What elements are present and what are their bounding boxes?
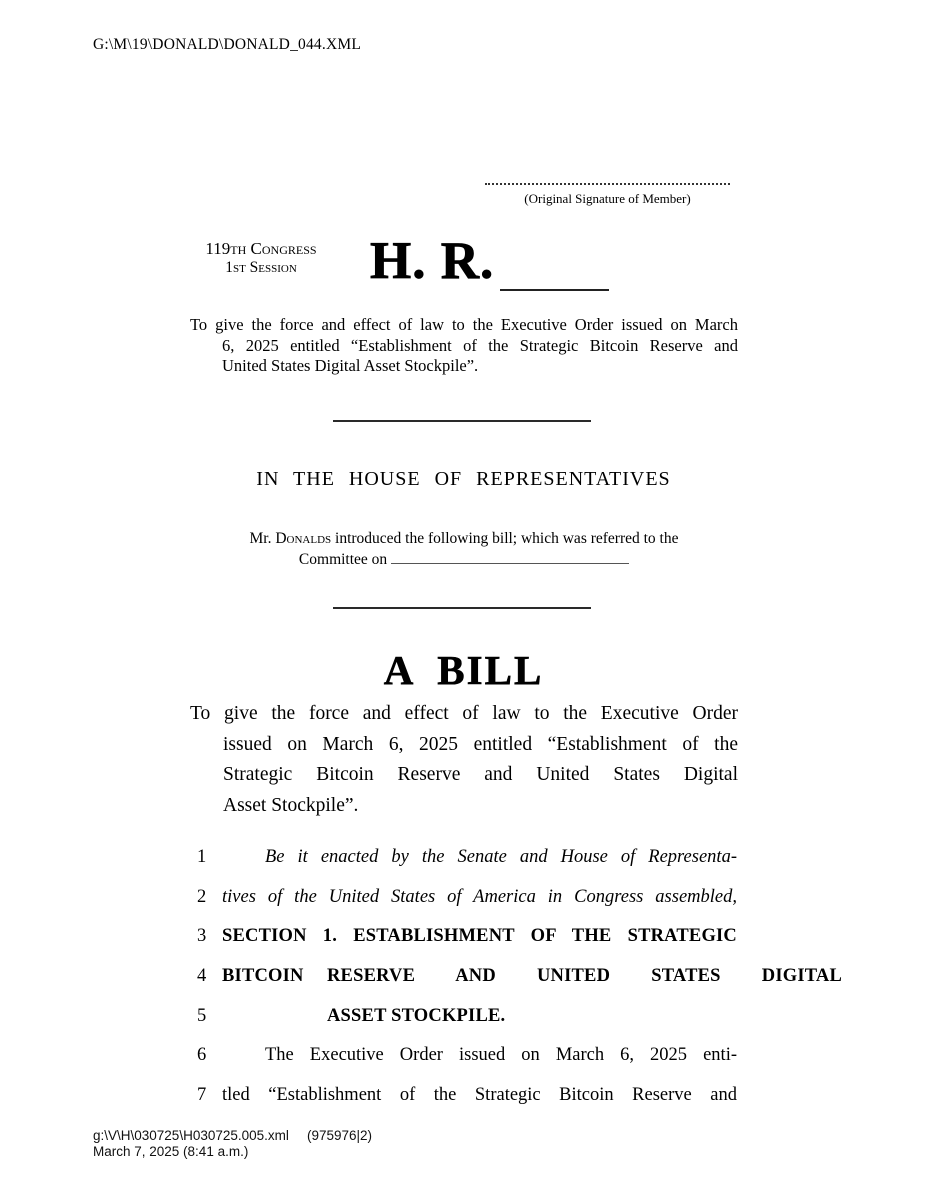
member-prefix: Mr. <box>249 530 276 547</box>
bill-line <box>190 838 738 878</box>
footer <box>93 1128 593 1160</box>
bill-line <box>190 1076 738 1116</box>
bill-purpose <box>190 699 738 821</box>
line-number: 4 <box>197 966 207 987</box>
signature-dotted-line <box>485 183 730 185</box>
purpose-line: 6, 2025 entitled “Establishment of the Strategic Bitcoin Reserve and <box>222 335 738 355</box>
introduction-line-1 <box>190 529 738 550</box>
line-text: ASSET STOCKPILE. <box>327 1005 506 1026</box>
line-number: 7 <box>197 1085 207 1106</box>
line-text: RESERVE AND UNITED STATES DIGITAL <box>327 966 842 987</box>
session-line: 1st Session <box>225 259 297 276</box>
committee-blank <box>391 550 629 564</box>
line-number: 3 <box>197 926 207 947</box>
committee-label: Committee on <box>298 550 392 568</box>
bill-line <box>190 957 842 997</box>
bill-number-blank <box>500 289 609 291</box>
footer-line-1 <box>93 1128 593 1144</box>
footer-file-path: g:\V\H\030725\H030725.005.xml <box>93 1128 289 1143</box>
line-text: tled “Establishment of the Strategic Bitcoin Reserve and <box>222 1085 737 1106</box>
member-name: Donalds <box>275 530 332 547</box>
introduction-paragraph <box>190 529 738 571</box>
purpose-line: To give the force and effect of law to the Executive Order <box>190 703 738 724</box>
line-text: tives of the United States of America in Congress assembled, <box>222 886 737 907</box>
separator-rule-top <box>333 420 591 422</box>
bill-number-heading: H. R. <box>370 232 495 290</box>
line-number: 6 <box>197 1045 207 1066</box>
separator-rule-bottom <box>333 607 591 609</box>
line-text: The Executive Order issued on March 6, 2025 enti- <box>265 1045 737 1066</box>
introduction-rest: introduced the following bill; which was referred to the <box>331 530 679 547</box>
bill-line <box>190 997 738 1037</box>
line-number: 1 <box>197 847 207 867</box>
line-number: 2 <box>197 886 207 907</box>
introduction-line-2 <box>190 550 738 571</box>
purpose-line: Strategic Bitcoin Reserve and United States Digital <box>223 764 738 785</box>
bill-title: A BILL <box>383 647 544 693</box>
congress-session-block <box>172 239 350 277</box>
signature-caption: (Original Signature of Member) <box>524 191 691 206</box>
bill-body <box>190 838 842 1116</box>
file-reference-header: G:\M\19\DONALD\DONALD_044.XML <box>93 36 361 53</box>
line-number: 5 <box>197 1005 207 1026</box>
purpose-line: To give the force and effect of law to the Executive Order issued on March <box>190 315 738 334</box>
house-heading: IN THE HOUSE OF REPRESENTATIVES <box>256 468 671 490</box>
bill-line <box>190 1036 738 1076</box>
footer-date: March 7, 2025 (8:41 a.m.) <box>93 1144 249 1159</box>
purpose-line: United States Digital Asset Stockpile”. <box>222 356 479 376</box>
line-text: Be it enacted by the Senate and House of Representa- <box>265 847 737 867</box>
preamble-purpose <box>190 315 738 377</box>
line-text: SECTION 1. ESTABLISHMENT OF THE STRATEGIC BITCOIN <box>222 926 737 987</box>
bill-line <box>190 878 738 918</box>
signature-block <box>485 183 730 207</box>
purpose-line: issued on March 6, 2025 entitled “Establishment of the <box>223 733 738 755</box>
purpose-line: Asset Stockpile”. <box>223 794 359 816</box>
congress-line: 119th Congress <box>205 239 317 258</box>
footer-stamp: (975976|2) <box>307 1128 373 1143</box>
